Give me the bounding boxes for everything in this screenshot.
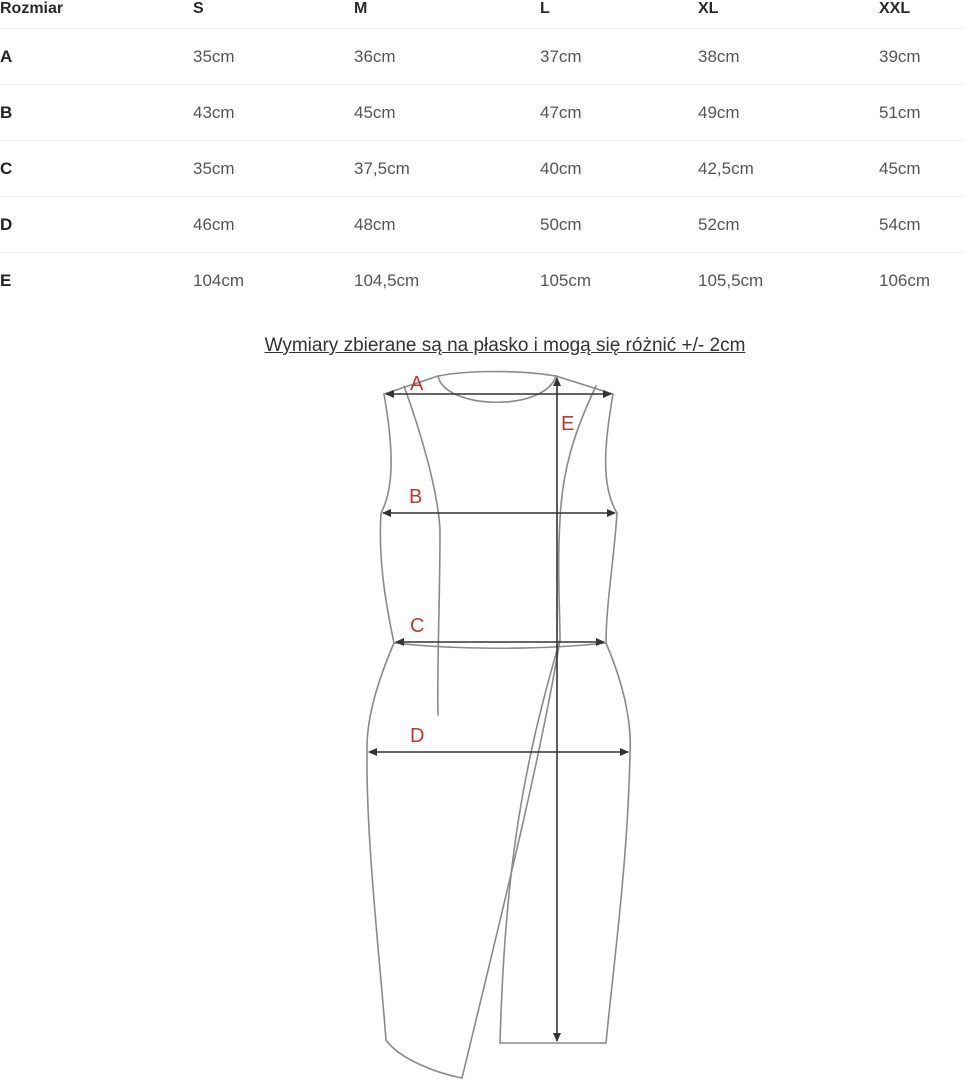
- table-cell: 54cm: [879, 214, 921, 234]
- label-b: B: [409, 486, 423, 508]
- table-cell: 51cm: [879, 102, 921, 122]
- table-cell: 105,5cm: [698, 270, 764, 290]
- table-cell: 36cm: [354, 46, 396, 66]
- table-cell: 37,5cm: [354, 158, 410, 178]
- row-label: D: [0, 214, 13, 234]
- neckline-front: [438, 376, 556, 402]
- table-cell: 106cm: [879, 270, 931, 290]
- table-cell: 49cm: [698, 102, 740, 122]
- table-cell: 40cm: [540, 158, 582, 178]
- label-d: D: [410, 725, 425, 747]
- left-side-bodice: [380, 394, 394, 643]
- left-skirt: [367, 643, 394, 1040]
- table-cell: 37cm: [540, 46, 582, 66]
- label-c: C: [410, 615, 425, 637]
- header-xxl: XXL: [879, 0, 911, 17]
- right-side-bodice: [606, 394, 617, 643]
- label-a: A: [410, 373, 424, 395]
- table-cell: 47cm: [540, 102, 582, 122]
- table-cell: 43cm: [193, 102, 235, 122]
- table-cell: 104cm: [193, 270, 245, 290]
- table-cell: 48cm: [354, 214, 396, 234]
- header-s: S: [193, 0, 204, 17]
- table-cell: 45cm: [354, 102, 396, 122]
- header-size: Rozmiar: [0, 0, 64, 17]
- measure-arrows: [369, 378, 628, 1041]
- table-cell: 52cm: [698, 214, 740, 234]
- table-cell: 50cm: [540, 214, 582, 234]
- row-label: B: [0, 102, 13, 122]
- measurement-note: Wymiary zbierane są na płasko i mogą się różnić +/- 2cm: [264, 335, 746, 356]
- right-shoulder: [556, 376, 613, 394]
- table-cell: 38cm: [698, 46, 740, 66]
- table-cell: 35cm: [193, 158, 235, 178]
- table-cell: 39cm: [879, 46, 921, 66]
- neckline-back: [438, 372, 556, 377]
- header-l: L: [540, 0, 550, 17]
- table-cell: 104,5cm: [354, 270, 420, 290]
- table-cell: 105cm: [540, 270, 592, 290]
- header-xl: XL: [698, 0, 719, 17]
- row-label: E: [0, 270, 12, 290]
- wrap-front-edge: [462, 640, 560, 1078]
- table-cell: 35cm: [193, 46, 235, 66]
- row-label: C: [0, 158, 13, 178]
- right-skirt: [606, 643, 630, 1043]
- table-cell: 46cm: [193, 214, 235, 234]
- wrap-inner-edge: [500, 640, 560, 1043]
- waist-seam: [394, 643, 606, 648]
- label-e: E: [561, 413, 575, 435]
- row-label: A: [0, 46, 13, 66]
- panel-line-left: [404, 386, 440, 715]
- table-cell: 42,5cm: [698, 158, 754, 178]
- hem-wrap: [386, 1040, 462, 1078]
- table-cell: 45cm: [879, 158, 921, 178]
- dress-outline: [367, 372, 630, 1079]
- header-m: M: [354, 0, 368, 17]
